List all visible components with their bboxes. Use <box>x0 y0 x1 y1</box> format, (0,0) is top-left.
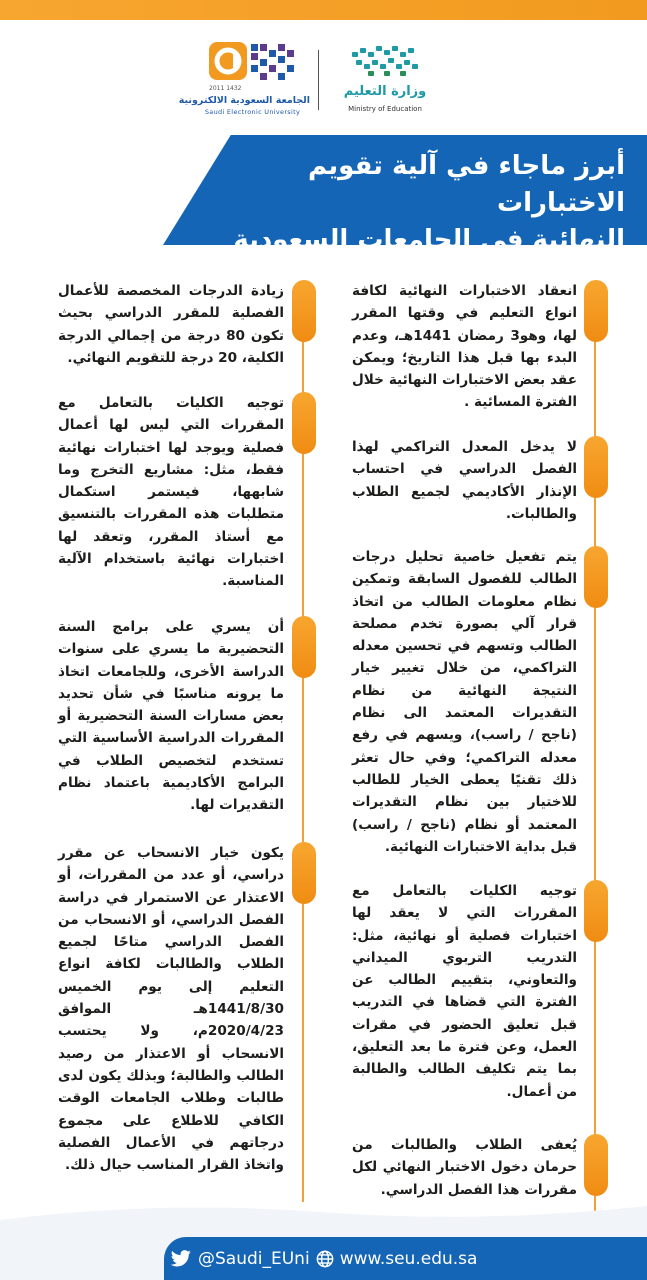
page-title-line-1: أبرز ماجاء في آلية تقويم الاختبارات <box>308 151 625 218</box>
list-item-right-2 <box>352 436 577 525</box>
list-item-left-3 <box>58 616 284 817</box>
page-title-line-2: النهائية في الجامعات السعودية <box>233 225 625 255</box>
item-marker-l2 <box>292 392 316 454</box>
item-marker-l3 <box>292 616 316 678</box>
twitter-icon <box>170 1250 192 1268</box>
item-marker-r5 <box>584 1134 608 1196</box>
page-title <box>185 148 625 259</box>
seu-logo <box>178 40 310 120</box>
item-text: يكون خيار الانسحاب عن مقرر دراسي، أو عدد من المقررات، أو الاعتذار عن الاستمرار في دراسة الفصل الدراسي، أو الانسحاب من الفصل الدراسي متاحًا لجميع الطلاب والطالبات لكافة انواع التعليم إلى يوم الخميس 1441/8/30هـ الموافق 2020/4/23م، ولا يحتسب الانسحاب أو الاعتذار من رصيد الطالب والطالبة؛ وبذلك يكون لدى طالبات وطلاب الجامعات الوقت الكافي للاطلاع على مجموع درجاتهم في الأعمال الفصلية واتخاذ القرار المناسب حيال ذلك. <box>58 845 284 1174</box>
seu-logo-mark-icon <box>207 40 297 86</box>
seu-name-ar: الجامعة السعودية الالكترونية <box>178 95 310 106</box>
header-logos <box>0 40 647 120</box>
item-text: أن يسري على برامج السنة التحضيرية ما يسري على سنوات الدراسة الأخرى، وللجامعات اتخاذ ما يرونه مناسبًا في شأن تحديد بعض مسارات السنة التحضيرية أو المقررات الدراسية الأساسية التي تستخدم لتخصيص الطلاب في البرامج الأكاديمية باعتماد نظام التقديرات لها. <box>58 619 284 814</box>
seu-name-en: Saudi Electronic University <box>204 108 301 116</box>
logo-divider <box>318 50 319 110</box>
right-column-line <box>594 282 596 1232</box>
list-item-left-4 <box>58 842 284 1176</box>
website-link[interactable]: www.seu.edu.sa <box>339 1249 478 1269</box>
item-text: لا يدخل المعدل التراكمي لهذا الفصل الدراسي في احتساب الإنذار الأكاديمي لجميع الطلاب والطالبات. <box>352 439 577 522</box>
item-text: يُعفى الطلاب والطالبات من حرمان دخول الاختبار النهائي لكل مقررات هذا الفصل الدراسي. <box>352 1137 577 1198</box>
twitter-handle[interactable]: @Saudi_EUni <box>198 1249 310 1269</box>
item-marker-l1 <box>292 280 316 342</box>
item-marker-r2 <box>584 436 608 498</box>
item-marker-r4 <box>584 880 608 942</box>
seu-years: 2011 1432 <box>209 85 242 92</box>
moe-logo-mark-icon <box>348 44 422 78</box>
item-marker-l4 <box>292 842 316 904</box>
item-marker-r3 <box>584 546 608 608</box>
moe-name-ar: وزارة التعليم <box>343 84 427 99</box>
item-text: توجيه الكليات بالتعامل مع المقررات التي ليس لها أعمال فصلية ويوجد لها اختبارات نهائية فقط، مثل: مشاريع التخرج وما شابهها، فيستمر استكمال متطلبات هذه المقررات بالتنسيق مع أستاذ المقرر، وتعقد لها اختبارات نهائية باستخدام الآلية المناسبة. <box>58 395 284 590</box>
item-text: زيادة الدرجات المخصصة للأعمال الفصلية للمقرر الدراسي بحيث تكون 80 درجة من إجمالي الدرجة الكلية، 20 درجة للتقويم النهائي. <box>58 283 285 366</box>
moe-logo <box>330 40 440 120</box>
moe-name-en: Ministry of Education <box>348 105 422 113</box>
list-item-right-4 <box>352 880 577 1103</box>
globe-icon <box>316 1250 334 1268</box>
list-item-left-1 <box>58 280 284 369</box>
item-text: انعقاد الاختبارات النهائية لكافة انواع التعليم في وقتها المقرر لها، وهو3 رمضان 1441هـ، وعدم البدء بها قبل هذا التاريخ؛ ويمكن عقد بعض الاختبارات النهائية خلال الفترة المسائية . <box>352 283 577 411</box>
item-text: توجيه الكليات بالتعامل مع المقررات التي لا يعقد لها اختبارات فصلية أو نهائية، مثل: التدريب التربوي الميداني والتعاوني، بتقييم الطالب عن الفترة التي قضاها في التدريب قبل تعليق الحضور في مقرات العمل، وعن فترة ما بعد التعليق، بما يتم تكليف الطالب والطالبة من أعمال. <box>352 883 577 1100</box>
item-marker-r1 <box>584 280 608 342</box>
top-accent-bar <box>0 0 647 20</box>
list-item-right-3 <box>352 546 577 858</box>
list-item-right-1 <box>352 280 577 414</box>
footer-contact <box>170 1243 640 1275</box>
item-text: يتم تفعيل خاصية تحليل درجات الطالب للفصول السابقة وتمكين نظام معلومات الطالب من اتخاذ قرار آلي بصورة تخدم مصلحة الطالب وتسهم في تحسين معدله التراكمي، من خلال تغيير خيار النتيجة النهائية من نظام التقديرات المعتمد الى نظام (ناجح / راسب)، ويسهم في رفع معدله التراكمي؛ وفي حال تعثر ذلك تقنيًا يعطى الخيار للطالب للاختيار بين نظام التقديرات المعتمد أو نظام (ناجح / راسب) قبل بداية الاختبارات النهائية. <box>352 549 577 855</box>
list-item-left-2 <box>58 392 284 593</box>
